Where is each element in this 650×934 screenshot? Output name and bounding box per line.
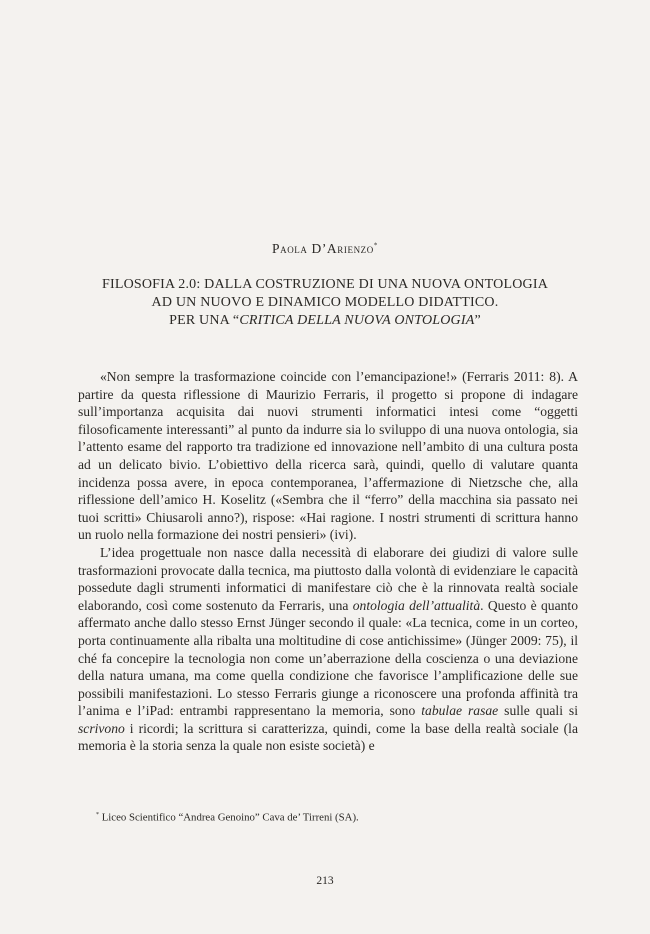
paragraph-2-italic-1: ontologia dell’attualità — [352, 597, 481, 613]
author-footnote-mark: * — [373, 241, 378, 250]
title-line-2: AD UN NUOVO E DINAMICO MODELLO DIDATTICO. — [151, 295, 499, 310]
paragraph-2-italic-2: tabulae rasae — [421, 703, 499, 719]
paragraph-2 — [78, 544, 578, 755]
page-number: 213 — [316, 875, 334, 887]
title-line-3-suffix: ” — [474, 313, 481, 328]
paragraph-2-part-a: L’idea progettuale non nasce dalla necessità di elaborare dei giudizi di valore sulle trasformazioni provocate dalla tecnica, ma piuttosto dalla volontà di evidenziare le capacità possedute dagli strumenti informatici di manifestare ciò che è la rinnovata realtà sociale elaborando, così come sostenuto da Ferraris, una — [78, 544, 578, 613]
paragraph-2-part-c: sulle quali si — [498, 703, 579, 719]
author-line — [0, 241, 650, 257]
title-line-3-italic: CRITICA DELLA NUOVA ONTOLOGIA — [239, 313, 475, 328]
paragraph-1: «Non sempre la trasformazione coincide con l’emancipazione!» (Ferraris 2011: 8). A partire da questa riflessione di Maurizio Ferraris, il progetto si propone di indagare sull’importanza acquisita dai nuovi strumenti informatici intesi come “oggetti filosoficamente interessanti” al punto da indurre sia lo sviluppo di una nuova ontologia, sia l’attento esame del rapporto tra tradizione ed innovazione nell’ambito di una cultura posta ad un delicato bivio. L’obiettivo della ricerca sarà, quindi, quello di valutare quanta incidenza possa avere, in epoca contemporanea, l’affermazione di Nietzsche che, alla riflessione dell’amico H. Koselitz («Sembra che il “ferro” della macchina sia passato nei tuoi scritti» Chiusaroli anno?), rispose: «Hai ragione. I nostri strumenti di scrittura hanno un ruolo nella formazione dei nostri pensieri» (ivi). — [78, 369, 578, 543]
article-title — [70, 276, 580, 330]
footnote-mark: * — [96, 812, 99, 818]
title-line-3 — [70, 312, 580, 330]
article-body — [78, 368, 578, 755]
title-line-3-prefix: PER UNA “ — [169, 313, 240, 328]
author-name: Paola D’Arienzo — [272, 241, 374, 256]
paragraph-2-part-b: . Questo è quanto affermato anche dallo stesso Ernst Jünger secondo il quale: «La tecnica, come in un corteo, porta continuamente alla ribalta una moltitudine di cose antichissime» (Jünger 2009: 75), il ché fa concepire la tecnologia non come un’aberrazione della coscienza o una deviazione della natura umana, ma come quella condizione che favorisce l’amplificazione delle sue possibili manifestazioni. Lo stesso Ferraris giunge a riconoscere una profonda affinità tra l’anima e l’iPad: entrambi rappresentano la memoria, sono — [78, 597, 578, 719]
title-line-1: FILOSOFIA 2.0: DALLA COSTRUZIONE DI UNA NUOVA ONTOLOGIA — [101, 277, 549, 292]
footnote-text: Liceo Scientifico “Andrea Genoino” Cava de’ Tirreni (SA). — [101, 811, 359, 824]
paragraph-2-italic-3: scrivono — [78, 720, 125, 736]
footnote — [96, 808, 576, 825]
paragraph-2-part-d: i ricordi; la scrittura si caratterizza, quindi, come la base della realtà sociale (la memoria è la storia senza la quale non esiste società) e — [78, 720, 578, 754]
